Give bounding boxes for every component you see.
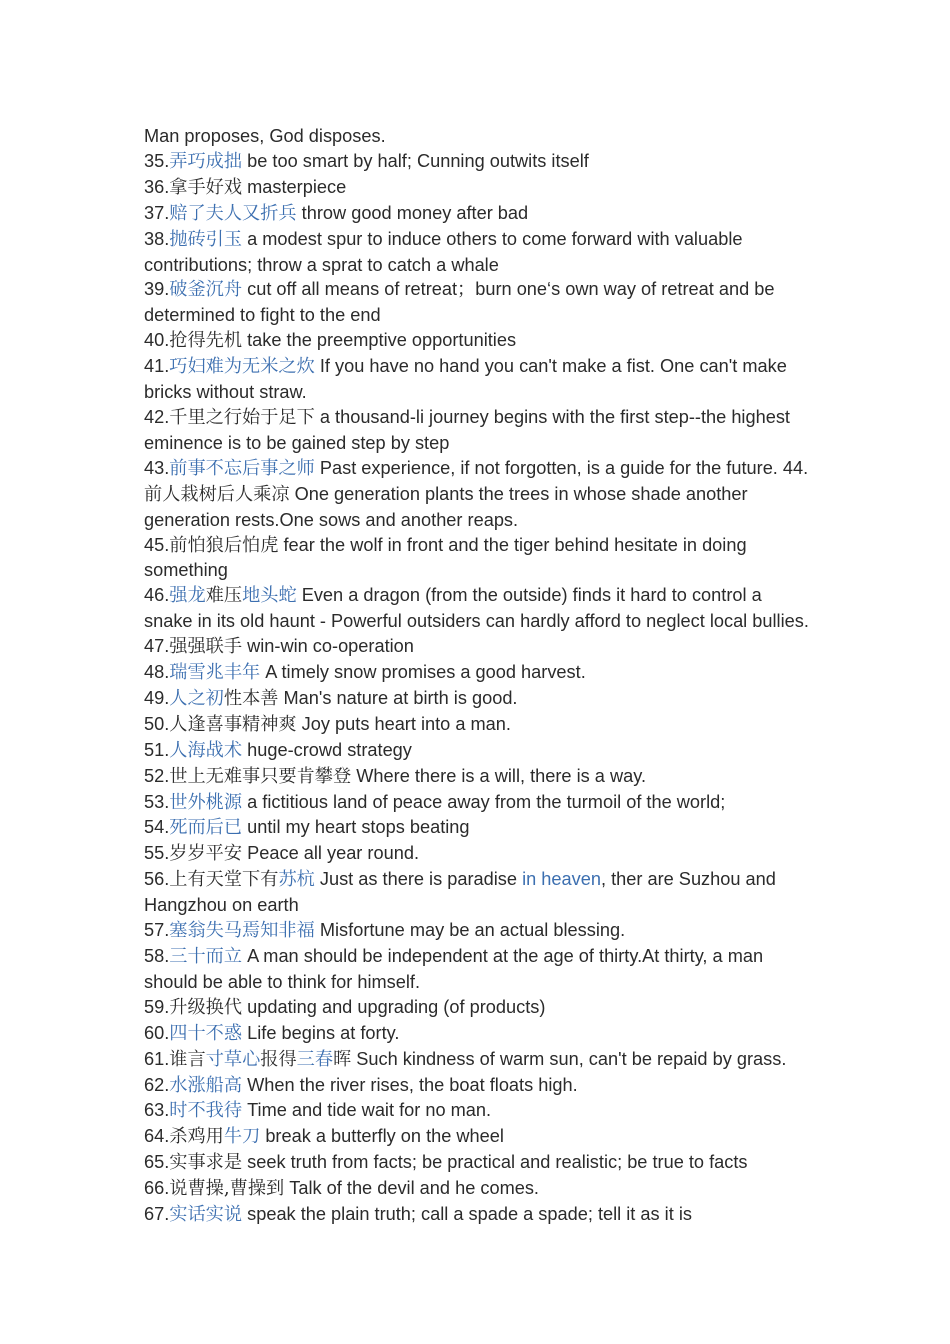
item-number: 63. bbox=[144, 1100, 170, 1121]
proverb-line-54 bbox=[144, 815, 809, 841]
translation: huge-crowd strategy bbox=[242, 739, 412, 760]
idiom-text: 杀鸡用 bbox=[169, 1126, 224, 1148]
idiom-text: 千里之行始于足下 bbox=[169, 406, 315, 428]
translation: Time and tide wait for no man. bbox=[242, 1100, 492, 1121]
item-number: 48. bbox=[144, 662, 170, 683]
item-number: 66. bbox=[144, 1178, 170, 1199]
idiom-text: 谁言 bbox=[169, 1048, 206, 1070]
proverb-line-66 bbox=[144, 1176, 809, 1202]
idiom-text: 人逢喜事精神爽 bbox=[169, 713, 297, 735]
item-number: 67. bbox=[144, 1204, 170, 1225]
translation: take the preemptive opportunities bbox=[242, 330, 517, 351]
item-number: 47. bbox=[144, 636, 170, 657]
idiom-link[interactable]: 赔了夫人又折兵 bbox=[169, 202, 297, 224]
idiom-link[interactable]: 三春 bbox=[296, 1048, 334, 1070]
phrase-link[interactable]: in heaven bbox=[522, 869, 601, 890]
item-number: 39. bbox=[144, 279, 170, 300]
proverb-line-50 bbox=[144, 712, 809, 738]
idiom-text: 抢得先机 bbox=[169, 330, 243, 352]
translation: speak the plain truth; call a spade a spade; tell it as it is bbox=[242, 1204, 692, 1225]
idiom-text: 世上无难事只要肯攀登 bbox=[169, 765, 352, 787]
item-number: 64. bbox=[144, 1126, 170, 1147]
idiom-link[interactable]: 四十不惑 bbox=[169, 1022, 243, 1044]
idiom-text: 说曹操,曹操到 bbox=[169, 1178, 285, 1200]
idiom-link[interactable]: 塞翁失马焉知非福 bbox=[169, 920, 315, 942]
item-number: 55. bbox=[144, 843, 170, 864]
proverb-line-49 bbox=[144, 686, 809, 712]
idiom-link[interactable]: 牛刀 bbox=[223, 1126, 261, 1148]
translation: If you have no hand you can't make a fist. One can't make bricks without straw. bbox=[144, 356, 787, 403]
proverb-line-59 bbox=[144, 995, 809, 1021]
idiom-link[interactable]: 世外桃源 bbox=[169, 791, 243, 813]
idiom-text: 前怕狼后怕虎 bbox=[169, 534, 279, 556]
translation: Talk of the devil and he comes. bbox=[284, 1178, 539, 1199]
idiom-link[interactable]: 抛砖引玉 bbox=[169, 228, 243, 250]
proverb-line-48 bbox=[144, 660, 809, 686]
translation: Where there is a will, there is a way. bbox=[351, 765, 646, 786]
proverb-line-58 bbox=[144, 944, 809, 995]
idiom-link[interactable]: 时不我待 bbox=[169, 1100, 243, 1122]
translation: win-win co-operation bbox=[242, 636, 414, 657]
translation: Life begins at forty. bbox=[242, 1022, 400, 1043]
idiom-text: 岁岁平安 bbox=[169, 843, 243, 865]
idiom-text: 性本善 bbox=[223, 687, 279, 709]
proverb-line-39 bbox=[144, 277, 809, 328]
translation: Past experience, if not forgotten, is a guide for the future. 44. bbox=[314, 457, 809, 478]
item-number: 37. bbox=[144, 202, 170, 223]
item-number: 43. bbox=[144, 457, 170, 478]
translation: seek truth from facts; be practical and realistic; be true to facts bbox=[242, 1152, 748, 1173]
idiom-text: 强强联手 bbox=[169, 636, 243, 658]
translation: throw good money after bad bbox=[296, 202, 529, 223]
idiom-link[interactable]: 三十而立 bbox=[169, 946, 243, 967]
translation: Joy puts heart into a man. bbox=[296, 713, 511, 734]
translation: Man's nature at birth is good. bbox=[278, 687, 518, 708]
translation: a fictitious land of peace away from the turmoil of the world; bbox=[242, 791, 726, 812]
proverb-line-56 bbox=[144, 867, 809, 918]
idiom-text: 实事求是 bbox=[169, 1152, 243, 1174]
translation: A man should be independent at the age of thirty.At thirty, a man should be able to think for himself. bbox=[144, 946, 764, 992]
translation: fear the wolf in front and the tiger behind hesitate in doing something bbox=[144, 534, 747, 581]
item-number: 38. bbox=[144, 228, 170, 249]
idiom-text: 上有天堂下有 bbox=[169, 869, 279, 891]
idiom-link[interactable]: 实话实说 bbox=[169, 1204, 243, 1226]
translation: masterpiece bbox=[242, 176, 347, 197]
proverb-line-60 bbox=[144, 1021, 809, 1047]
item-number: 60. bbox=[144, 1022, 170, 1043]
item-number: 57. bbox=[144, 920, 170, 941]
item-number: 49. bbox=[144, 687, 170, 708]
idiom-link[interactable]: 寸草心 bbox=[205, 1048, 261, 1070]
idiom-text: 晖 bbox=[333, 1048, 352, 1070]
proverb-line-45 bbox=[144, 533, 809, 584]
item-number: 45. bbox=[144, 534, 170, 555]
translation: When the river rises, the boat floats high. bbox=[242, 1074, 578, 1095]
item-number: 40. bbox=[144, 330, 170, 351]
item-number: 52. bbox=[144, 765, 170, 786]
translation: Such kindness of warm sun, can't be repaid by grass. 62. bbox=[144, 1048, 787, 1095]
idiom-link[interactable]: 强龙 bbox=[169, 585, 206, 607]
idiom-text: 拿手好戏 bbox=[169, 176, 243, 198]
proverb-line-53 bbox=[144, 790, 809, 816]
item-number: 65. bbox=[144, 1152, 170, 1173]
idiom-text: 前人栽树后人乘凉 bbox=[144, 483, 290, 505]
idiom-link[interactable]: 地头蛇 bbox=[242, 585, 297, 607]
proverb-line-46 bbox=[144, 583, 809, 634]
proverb-line-47 bbox=[144, 634, 809, 660]
proverb-line-63 bbox=[144, 1098, 809, 1124]
proverb-line-40 bbox=[144, 328, 809, 354]
item-number: 51. bbox=[144, 739, 170, 760]
idiom-link[interactable]: 苏杭 bbox=[278, 869, 315, 891]
translation: until my heart stops beating bbox=[242, 817, 470, 838]
translation: , ther are Suzhou and Hangzhou on earth bbox=[144, 869, 776, 916]
proverb-line-65 bbox=[144, 1150, 809, 1176]
proverb-line-37 bbox=[144, 201, 809, 227]
item-number: 42. bbox=[144, 406, 170, 427]
item-number: 36. bbox=[144, 176, 170, 197]
proverb-line-67 bbox=[144, 1202, 809, 1228]
document-body bbox=[144, 124, 809, 1228]
proverb-line-42 bbox=[144, 405, 809, 456]
idiom-link[interactable]: 巧妇难为无米之炊 bbox=[169, 356, 315, 378]
translation: a thousand-li journey begins with the first step--the highest eminence is to be gained step by step bbox=[144, 406, 790, 453]
item-number: 61. bbox=[144, 1048, 170, 1069]
translation: a modest spur to induce others to come forward with valuable contributions; throw a sprat to catch a whale bbox=[144, 228, 743, 275]
proverb-text: Man proposes, God disposes. bbox=[144, 126, 386, 146]
idiom-link[interactable]: 破釜沉舟 bbox=[169, 279, 243, 301]
proverb-line-55 bbox=[144, 841, 809, 867]
idiom-link[interactable]: 水涨船高 bbox=[169, 1074, 243, 1096]
proverb-line-51 bbox=[144, 738, 809, 764]
idiom-link[interactable]: 瑞雪兆丰年 bbox=[169, 662, 261, 684]
translation: One generation plants the trees in whose shade another generation rests.One sows and another reaps. bbox=[144, 483, 748, 530]
idiom-text: 难压 bbox=[205, 585, 243, 607]
proverb-line-61 bbox=[144, 1047, 809, 1099]
translation: A timely snow promises a good harvest. bbox=[260, 662, 586, 683]
idiom-link[interactable]: 死而后已 bbox=[169, 817, 243, 839]
proverb-line-41 bbox=[144, 354, 809, 405]
proverb-line-52 bbox=[144, 764, 809, 790]
idiom-link[interactable]: 弄巧成拙 bbox=[169, 150, 243, 172]
item-number: 56. bbox=[144, 869, 170, 890]
translation: Misfortune may be an actual blessing. bbox=[314, 920, 626, 941]
item-number: 53. bbox=[144, 791, 170, 812]
proverb-line-35 bbox=[144, 149, 809, 175]
translation: Peace all year round. bbox=[242, 843, 419, 864]
proverb-line-57 bbox=[144, 918, 809, 944]
translation: be too smart by half; Cunning outwits itself bbox=[242, 150, 589, 171]
item-number: 58. bbox=[144, 946, 170, 966]
proverb-line-34 bbox=[144, 124, 809, 149]
idiom-link[interactable]: 人海战术 bbox=[169, 739, 243, 761]
proverb-line-64 bbox=[144, 1124, 809, 1150]
item-number: 59. bbox=[144, 996, 170, 1017]
idiom-link[interactable]: 前事不忘后事之师 bbox=[169, 457, 315, 479]
proverb-line-43 bbox=[144, 456, 809, 533]
proverb-line-36 bbox=[144, 175, 809, 201]
item-number: 46. bbox=[144, 585, 170, 606]
translation: cut off all means of retreat；burn one‘s own way of retreat and be determined to fight to the end bbox=[144, 279, 775, 326]
translation: break a butterfly on the wheel bbox=[260, 1126, 504, 1147]
translation: Even a dragon (from the outside) finds it hard to control a snake in its old haunt - Powerful outsiders can hardly afford to neglect local bullies. bbox=[144, 585, 809, 632]
item-number: 41. bbox=[144, 356, 170, 377]
idiom-link[interactable]: 人之初 bbox=[169, 687, 224, 709]
translation: updating and upgrading (of products) bbox=[242, 996, 546, 1017]
proverb-line-38 bbox=[144, 227, 809, 278]
idiom-text: 升级换代 bbox=[169, 996, 243, 1018]
item-number: 35. bbox=[144, 150, 170, 171]
idiom-text: 报得 bbox=[260, 1048, 297, 1070]
translation: Just as there is paradise bbox=[314, 869, 523, 890]
item-number: 50. bbox=[144, 713, 170, 734]
item-number: 54. bbox=[144, 817, 170, 838]
